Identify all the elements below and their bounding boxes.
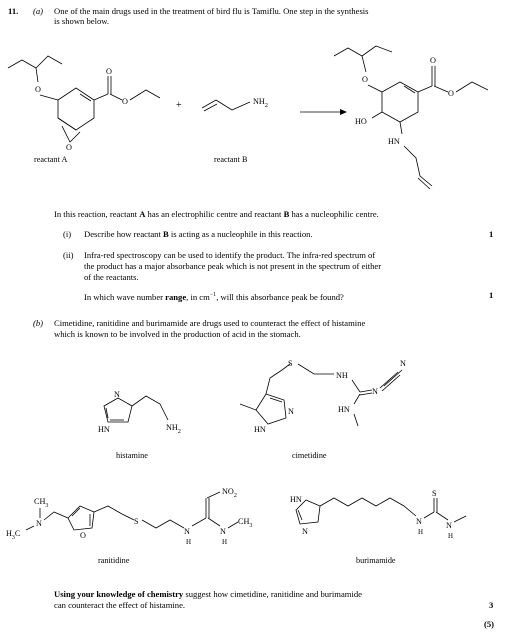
- part-b-marks: 3: [489, 600, 494, 610]
- reactant-a-structure: [8, 56, 160, 152]
- svg-text:HN: HN: [338, 405, 350, 414]
- part-a-i-text: Describe how reactant B is acting as a nucleophile in this reaction.: [84, 229, 313, 239]
- part-a-intro-line1: One of the main drugs used in the treatment of bird flu is Tamiflu. One step in the synthesis: [54, 6, 369, 16]
- svg-text:NH: NH: [336, 371, 348, 380]
- svg-text:N: N: [446, 521, 452, 530]
- part-a-ii-marks: 1: [489, 290, 494, 300]
- part-a-intro-line2: is shown below.: [54, 16, 110, 26]
- svg-text:HN: HN: [98, 425, 110, 434]
- svg-text:N: N: [114, 390, 120, 399]
- svg-text:N: N: [184, 527, 190, 536]
- svg-text:O: O: [35, 85, 41, 94]
- reactant-b-structure: [202, 97, 268, 111]
- svg-text:H: H: [448, 532, 454, 540]
- svg-text:HO: HO: [355, 117, 367, 126]
- svg-text:HN: HN: [290, 495, 302, 504]
- svg-text:H: H: [222, 538, 228, 546]
- svg-text:H: H: [186, 538, 192, 546]
- part-a-i-marks: 1: [489, 229, 494, 239]
- svg-text:O: O: [362, 75, 368, 84]
- svg-text:NH2: $NH_2$: [166, 423, 181, 435]
- question-number: 11.: [8, 6, 19, 16]
- part-b-intro-line1: Cimetidine, ranitidine and burimamide are drugs used to counteract the effect of histamine: [54, 318, 366, 328]
- svg-text:HN: HN: [388, 137, 400, 146]
- ranitidine-structure: [6, 487, 252, 546]
- burimamide-label: burimamide: [356, 556, 396, 565]
- reactant-b-label: reactant B: [214, 155, 248, 164]
- histamine-label: histamine: [116, 451, 148, 460]
- svg-text:O: O: [80, 531, 86, 540]
- svg-text:CH3: $CH_3$: [238, 517, 253, 529]
- part-b-final-line2: can counteract the effect of histamine.: [54, 600, 186, 610]
- svg-text:N: N: [36, 519, 42, 528]
- cimetidine-label: cimetidine: [292, 451, 327, 460]
- svg-text:N: N: [302, 527, 308, 536]
- svg-text:N: N: [416, 517, 422, 526]
- svg-text:HN: HN: [254, 425, 266, 434]
- svg-text:N: N: [220, 527, 226, 536]
- svg-text:O: O: [66, 143, 72, 152]
- reaction-scheme: [0, 0, 510, 200]
- ranitidine-label: ranitidine: [98, 556, 130, 565]
- part-a-label: (a): [33, 6, 44, 16]
- product-structure: [334, 46, 488, 189]
- svg-text:S: S: [432, 489, 437, 498]
- part-a-ii-line2: the product has a major absorbance peak which is not present in the spectrum of either: [84, 261, 382, 271]
- svg-text:O: O: [448, 89, 454, 98]
- part-a-ii-label: (ii): [63, 250, 74, 260]
- svg-text:N: N: [288, 407, 294, 416]
- part-a-ii-question: In which wave number range, in $cm^{-1}$, will this absorbance peak be found?: [84, 291, 344, 302]
- burimamide-structure: [290, 489, 466, 540]
- cimetidine-structure: [240, 359, 406, 434]
- part-a-stem: In this reaction, reactant A has an electrophilic centre and reactant B has a nucleophilic centre.: [54, 209, 379, 219]
- total-marks: (5): [484, 619, 495, 629]
- svg-text:S: S: [134, 517, 139, 526]
- svg-text:H3C: $H_3C$: [6, 529, 21, 541]
- svg-text:O: O: [106, 67, 112, 76]
- histamine-structure: [98, 390, 181, 435]
- part-a-ii-line3: of the reactants.: [84, 272, 139, 282]
- part-a-i-label: (i): [63, 229, 72, 239]
- svg-text:NH2: $NH_2$: [253, 97, 268, 109]
- svg-text:+: +: [176, 100, 182, 111]
- svg-text:NO2: $NO_2$: [222, 487, 237, 499]
- svg-text:O: O: [430, 56, 436, 65]
- svg-text:CH3: $CH_3$: [34, 497, 49, 509]
- svg-text:N: N: [400, 359, 406, 368]
- svg-text:N: N: [372, 387, 378, 396]
- svg-text:O: O: [122, 97, 128, 106]
- reactant-a-label: reactant A: [34, 155, 68, 164]
- part-a-ii-line1: Infra-red spectroscopy can be used to identify the product. The infra-red spectrum of: [84, 250, 376, 260]
- svg-text:H: H: [418, 528, 424, 536]
- svg-text:S: S: [288, 359, 293, 368]
- part-b-intro-line2: which is known to be involved in the production of acid in the stomach.: [54, 329, 301, 339]
- part-b-final-line1: Using your knowledge of chemistry suggest how cimetidine, ranitidine and burimamide: [54, 589, 362, 599]
- arrow-head: [340, 109, 347, 115]
- part-b-label: (b): [33, 318, 44, 328]
